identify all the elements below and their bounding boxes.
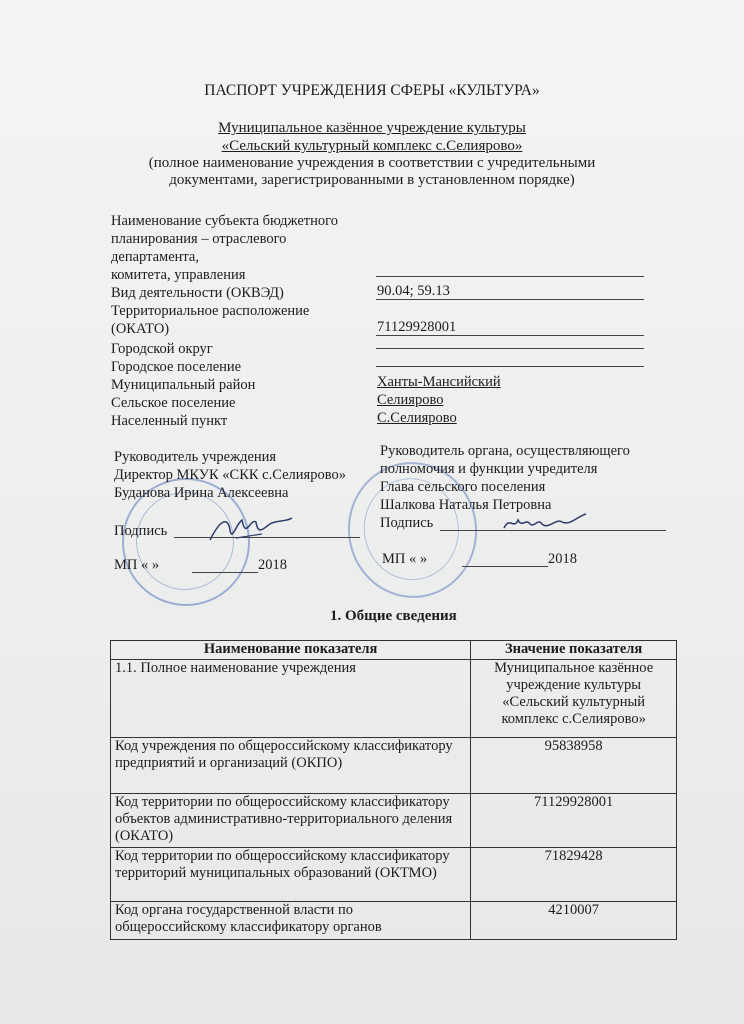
right-stamp-date-label: МП « » <box>382 551 428 567</box>
budget-subject-label-1: Наименование субъекта бюджетного <box>111 213 338 229</box>
city-district-label: Городской округ <box>111 341 213 357</box>
right-signature-label: Подпись <box>380 515 434 531</box>
general-info-table <box>110 640 677 940</box>
city-district-line <box>376 348 644 349</box>
row-name: Код территории по общероссийскому классификатору объектов административно-территориального деления (ОКАТО) <box>111 794 471 848</box>
right-handwritten-signature <box>500 508 590 536</box>
left-stamp-date-label: МП « » <box>114 557 160 573</box>
right-head-position: Глава сельского поселения <box>380 479 546 495</box>
row-value: Муниципальное казённое учреждение культуры «Сельский культурный комплекс с.Селиярово» <box>471 660 677 738</box>
left-head-position: Директор МКУК «СКК с.Селиярово» <box>114 467 346 483</box>
org-name-note-2: документами, зарегистрированными в установленном порядке) <box>169 172 575 188</box>
budget-subject-label-2: планирования – отраслевого <box>111 231 287 247</box>
row-value: 71829428 <box>471 848 677 902</box>
right-head-name: Шалкова Наталья Петровна <box>380 497 552 513</box>
org-name-line-1: Муниципальное казённое учреждение культуры <box>218 120 526 136</box>
column-header-name: Наименование показателя <box>111 641 471 660</box>
municipal-district-label: Муниципальный район <box>111 377 256 393</box>
okato-value-line <box>376 335 644 336</box>
city-settlement-label: Городское поселение <box>111 359 242 375</box>
left-date-line <box>192 572 258 573</box>
left-handwritten-signature <box>206 510 296 550</box>
table-row <box>111 738 677 794</box>
okved-value: 90.04; 59.13 <box>377 283 450 299</box>
budget-subject-label-4: комитета, управления <box>111 267 246 283</box>
municipal-district-value: Ханты-Мансийский <box>377 374 501 390</box>
table-row <box>111 660 677 738</box>
budget-subject-value-line <box>376 276 644 277</box>
left-head-title: Руководитель учреждения <box>114 449 277 465</box>
right-head-role: полномочия и функции учредителя <box>380 461 598 477</box>
left-year: 2018 <box>258 557 287 573</box>
right-head-title: Руководитель органа, осуществляющего <box>380 443 630 459</box>
column-header-value: Значение показателя <box>471 641 677 660</box>
row-name: Код учреждения по общероссийскому классификатору предприятий и организаций (ОКПО) <box>111 738 471 794</box>
locality-value: С.Селиярово <box>377 410 457 426</box>
org-name-note-1: (полное наименование учреждения в соответствии с учредительными <box>148 155 596 171</box>
okved-value-line <box>376 299 644 300</box>
left-head-name: Буданова Ирина Алексеевна <box>114 485 289 501</box>
locality-label: Населенный пункт <box>111 413 228 429</box>
row-name: Код органа государственной власти по общероссийскому классификатору органов <box>111 902 471 940</box>
row-value: 95838958 <box>471 738 677 794</box>
right-date-line <box>462 566 548 567</box>
page-title: ПАСПОРТ УЧРЕЖДЕНИЯ СФЕРЫ «КУЛЬТУРА» <box>204 82 540 99</box>
section-title: 1. Общие сведения <box>330 608 457 624</box>
org-name-line-2: «Сельский культурный комплекс с.Селиярово» <box>221 138 523 154</box>
left-signature-label: Подпись <box>114 523 168 539</box>
okved-label: Вид деятельности (ОКВЭД) <box>111 285 284 301</box>
rural-settlement-value: Селиярово <box>377 392 444 408</box>
okato-value: 71129928001 <box>377 319 457 335</box>
okato-label-1: Территориальное расположение <box>111 303 310 319</box>
row-value: 71129928001 <box>471 794 677 848</box>
table-row <box>111 848 677 902</box>
row-name: 1.1. Полное наименование учреждения <box>111 660 471 738</box>
city-settlement-line <box>376 366 644 367</box>
row-name: Код территории по общероссийскому классификатору территорий муниципальных образований (ОКТМО) <box>111 848 471 902</box>
table-row <box>111 902 677 940</box>
budget-subject-label-3: департамента, <box>111 249 199 265</box>
right-year: 2018 <box>548 551 577 567</box>
row-value: 4210007 <box>471 902 677 940</box>
okato-label-2: (ОКАТО) <box>111 321 170 337</box>
rural-settlement-label: Сельское поселение <box>111 395 236 411</box>
table-header-row <box>111 641 677 660</box>
table-row <box>111 794 677 848</box>
